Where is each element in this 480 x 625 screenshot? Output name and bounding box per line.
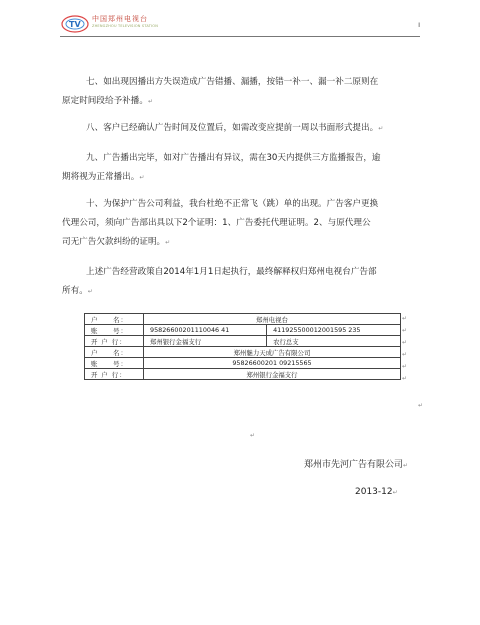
document-header [60, 12, 420, 34]
paragraph-line: 期将视为正常播出。 [62, 172, 140, 182]
signature-company: 郑州市先河广告有限公司↵ [304, 460, 409, 470]
account-name-value: 郑州魅力天成广告有限公司 [144, 347, 401, 358]
account-name-value: 郑州电视台 [144, 314, 401, 325]
table-row [85, 325, 401, 336]
svg-text:TV: TV [69, 20, 81, 29]
account-name-label: 户 名： [85, 314, 144, 325]
paragraph-mark: ↵ [87, 288, 93, 295]
bank-branch-label: 开 户 行： [85, 369, 144, 380]
account-name-label: 户 名： [85, 347, 144, 358]
signature-date: 2013-12↵ [355, 487, 398, 497]
account-number-value: 95826600201110046 41 [144, 325, 267, 336]
paragraph-mark: ↵ [165, 239, 171, 246]
paragraph-line: 所有。 [62, 286, 88, 296]
bank-branch-value: 郑州银行金福支行 [144, 369, 401, 380]
account-number-value: 95826600201 09215565 [144, 358, 401, 369]
paragraph-line: 十、为保护广告公司利益，我台杜绝不正常飞（跳）单的出现。广告客户更换 [86, 199, 379, 209]
paragraph-mark: ↵ [418, 402, 424, 409]
table-row [85, 347, 401, 358]
paragraph-line: 八、客户已经确认广告时间及位置后，如需改变应提前一周以书面形式提出。 [86, 123, 379, 133]
row-mark: ↵ [402, 315, 408, 322]
row-mark: ↵ [402, 327, 408, 334]
bank-account-table [84, 313, 401, 380]
corner-mark: ı [418, 20, 421, 29]
account-number-value-2: 411925500012001595 235 [267, 325, 401, 336]
bank-branch-value-2: 农行总支 [267, 336, 401, 347]
tv-logo-icon [60, 12, 90, 34]
logo-title: 中国郑州电视台 [92, 15, 148, 23]
paragraph-mark: ↵ [378, 125, 384, 132]
paragraph-mark: ↵ [147, 98, 153, 105]
bank-branch-label: 开 户 行： [85, 336, 144, 347]
bank-branch-value: 郑州银行金福支行 [144, 336, 267, 347]
table-row [85, 369, 401, 380]
paragraph-line: 上述广告经营政策自2014年1月1日起执行，最终解释权归郑州电视台广告部 [86, 267, 377, 277]
closing-paragraph [62, 244, 428, 301]
paragraph-10 [62, 176, 428, 252]
table-row [85, 358, 401, 369]
account-number-label: 账 号： [85, 358, 144, 369]
paragraph-line: 代理公司，须向广告部出具以下2个证明：1、广告委托代理证明。2、与原代理公 [62, 218, 371, 228]
row-mark: ↵ [402, 339, 408, 346]
paragraph-mark: ↵ [250, 432, 256, 439]
paragraph-line: 九、广告播出完毕，如对广告播出有异议，需在30天内提供三方监播报告，逾 [86, 153, 381, 163]
paragraph-line: 七、如出现因播出方失误造成广告错播、漏播，按错一补一、漏一补二原则在 [86, 77, 379, 87]
table-row [85, 314, 401, 325]
table-row [85, 336, 401, 347]
account-number-label: 账 号： [85, 325, 144, 336]
paragraph-mark: ↵ [139, 174, 145, 181]
paragraph-line: 司无广告欠款纠纷的证明。 [62, 237, 166, 247]
row-mark: ↵ [402, 375, 408, 382]
row-mark: ↵ [402, 351, 408, 358]
paragraph-line: 原定时间段给予补播。 [62, 96, 148, 106]
logo-subtitle: ZHENGZHOU TELEVISION STATION [92, 24, 159, 28]
row-mark: ↵ [402, 363, 408, 370]
header-divider [60, 36, 420, 37]
